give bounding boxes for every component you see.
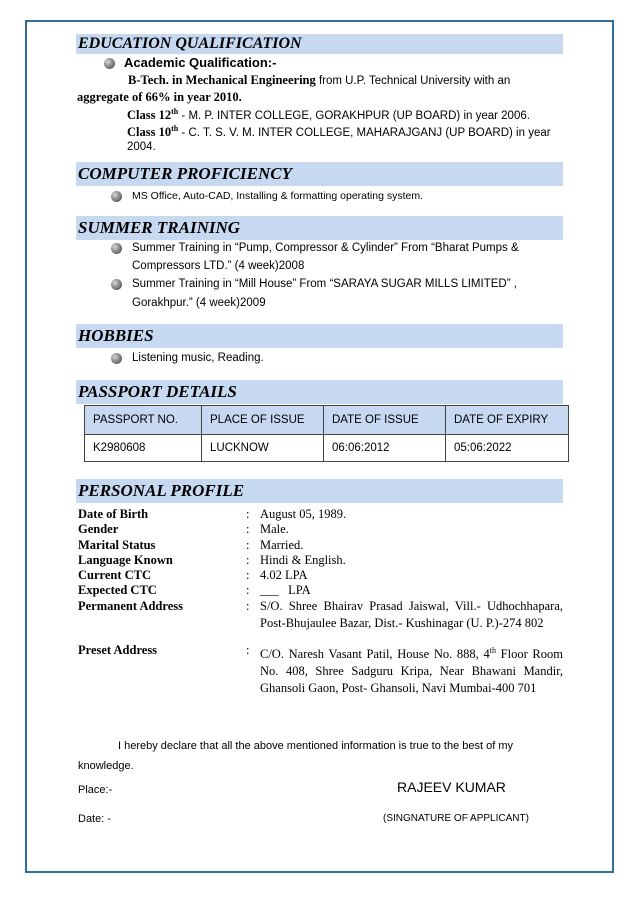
colon: : — [246, 568, 250, 582]
colon: : — [246, 583, 250, 597]
declaration-text-2: knowledge. — [78, 760, 134, 772]
expected-ctc-value: ___ LPA — [260, 583, 311, 597]
btech-line: B-Tech. in Mechanical Engineering from U.P. Technical University with an — [128, 73, 511, 87]
declaration-text: I hereby declare that all the above mentioned information is true to the best of my — [118, 740, 514, 752]
hobbies-item: Listening music, Reading. — [132, 352, 264, 364]
training-item-1: Summer Training in “Pump, Compressor & Cylinder” From “Bharat Pumps & — [132, 242, 519, 254]
colon: : — [246, 553, 250, 567]
computer-heading: COMPUTER PROFICIENCY — [76, 162, 563, 186]
table-cell: 05:06:2022 — [446, 435, 569, 462]
column-header: PASSPORT NO. — [85, 406, 202, 435]
colon: : — [246, 507, 250, 521]
dob-value: August 05, 1989. — [260, 507, 347, 521]
table-cell: K2980608 — [85, 435, 202, 462]
gender-value: Male. — [260, 522, 289, 536]
passport-heading: PASSPORT DETAILS — [76, 380, 563, 404]
colon: : — [246, 538, 250, 552]
colon: : — [246, 599, 250, 613]
training-item-1-cont: Compressors LTD.” (4 week)2008 — [132, 260, 305, 272]
present-address-label: Preset Address — [78, 643, 158, 657]
bullet-icon — [111, 279, 122, 290]
gender-label: Gender — [78, 522, 119, 536]
training-item-2-cont: Gorakhpur.” (4 week)2009 — [132, 297, 266, 309]
signature-label: (SINGNATURE OF APPLICANT) — [383, 813, 529, 824]
colon: : — [246, 643, 250, 657]
academic-label: Academic Qualification:- — [124, 55, 277, 70]
language-value: Hindi & English. — [260, 553, 346, 567]
colon: : — [246, 522, 250, 536]
marital-label: Marital Status — [78, 538, 156, 552]
table-header-row — [85, 406, 569, 435]
column-header: PLACE OF ISSUE — [202, 406, 324, 435]
applicant-name: RAJEEV KUMAR — [397, 779, 506, 795]
bullet-icon — [104, 58, 115, 69]
bullet-icon — [111, 243, 122, 254]
expected-ctc-label: Expected CTC — [78, 583, 157, 597]
class12-line: Class 12th - M. P. INTER COLLEGE, GORAKHPUR (UP BOARD) in year 2006. — [127, 107, 530, 123]
ctc-label: Current CTC — [78, 568, 152, 582]
column-header: DATE OF EXPIRY — [446, 406, 569, 435]
profile-heading: PERSONAL PROFILE — [76, 479, 563, 503]
class10-line-2: 2004. — [127, 141, 156, 153]
ctc-value: 4.02 LPA — [260, 568, 308, 582]
date-label: Date: - — [78, 813, 112, 825]
table-row — [85, 435, 569, 462]
btech-line-2: aggregate of 66% in year 2010. — [77, 90, 242, 104]
dob-label: Date of Birth — [78, 507, 149, 521]
training-item-2: Summer Training in “Mill House” From “SARAYA SUGAR MILLS LIMITED” , — [132, 278, 517, 290]
permanent-address-value: S/O. Shree Bhairav Prasad Jaiswal, Vill.- Udhochhapara, Post-Bhujaulee Bazar, Dist.- Kushinagar (U. P.)-274 802 — [260, 599, 563, 630]
education-heading: EDUCATION QUALIFICATION — [76, 34, 563, 54]
table-cell: 06:06:2012 — [324, 435, 446, 462]
language-label: Language Known — [78, 553, 173, 567]
table-cell: LUCKNOW — [202, 435, 324, 462]
class10-line: Class 10th - C. T. S. V. M. INTER COLLEGE, MAHARAJGANJ (UP BOARD) in year — [127, 124, 551, 140]
bullet-icon — [111, 191, 122, 202]
present-address-value: C/O. Naresh Vasant Patil, House No. 888, 4th Floor Room No. 408, Shree Sadguru Kripa, Near Bhawani Mandir, Ghansoli Gaon, Post- Ghansoli, Navi Mumbai-400 701 — [260, 646, 563, 696]
marital-value: Married. — [260, 538, 304, 552]
hobbies-heading: HOBBIES — [76, 324, 563, 348]
passport-table — [84, 405, 569, 462]
column-header: DATE OF ISSUE — [324, 406, 446, 435]
training-heading: SUMMER TRAINING — [76, 216, 563, 240]
computer-item: MS Office, Auto-CAD, Installing & formatting operating system. — [132, 190, 424, 202]
place-label: Place:- — [78, 784, 113, 796]
permanent-address-label: Permanent Address — [78, 599, 183, 613]
bullet-icon — [111, 353, 122, 364]
